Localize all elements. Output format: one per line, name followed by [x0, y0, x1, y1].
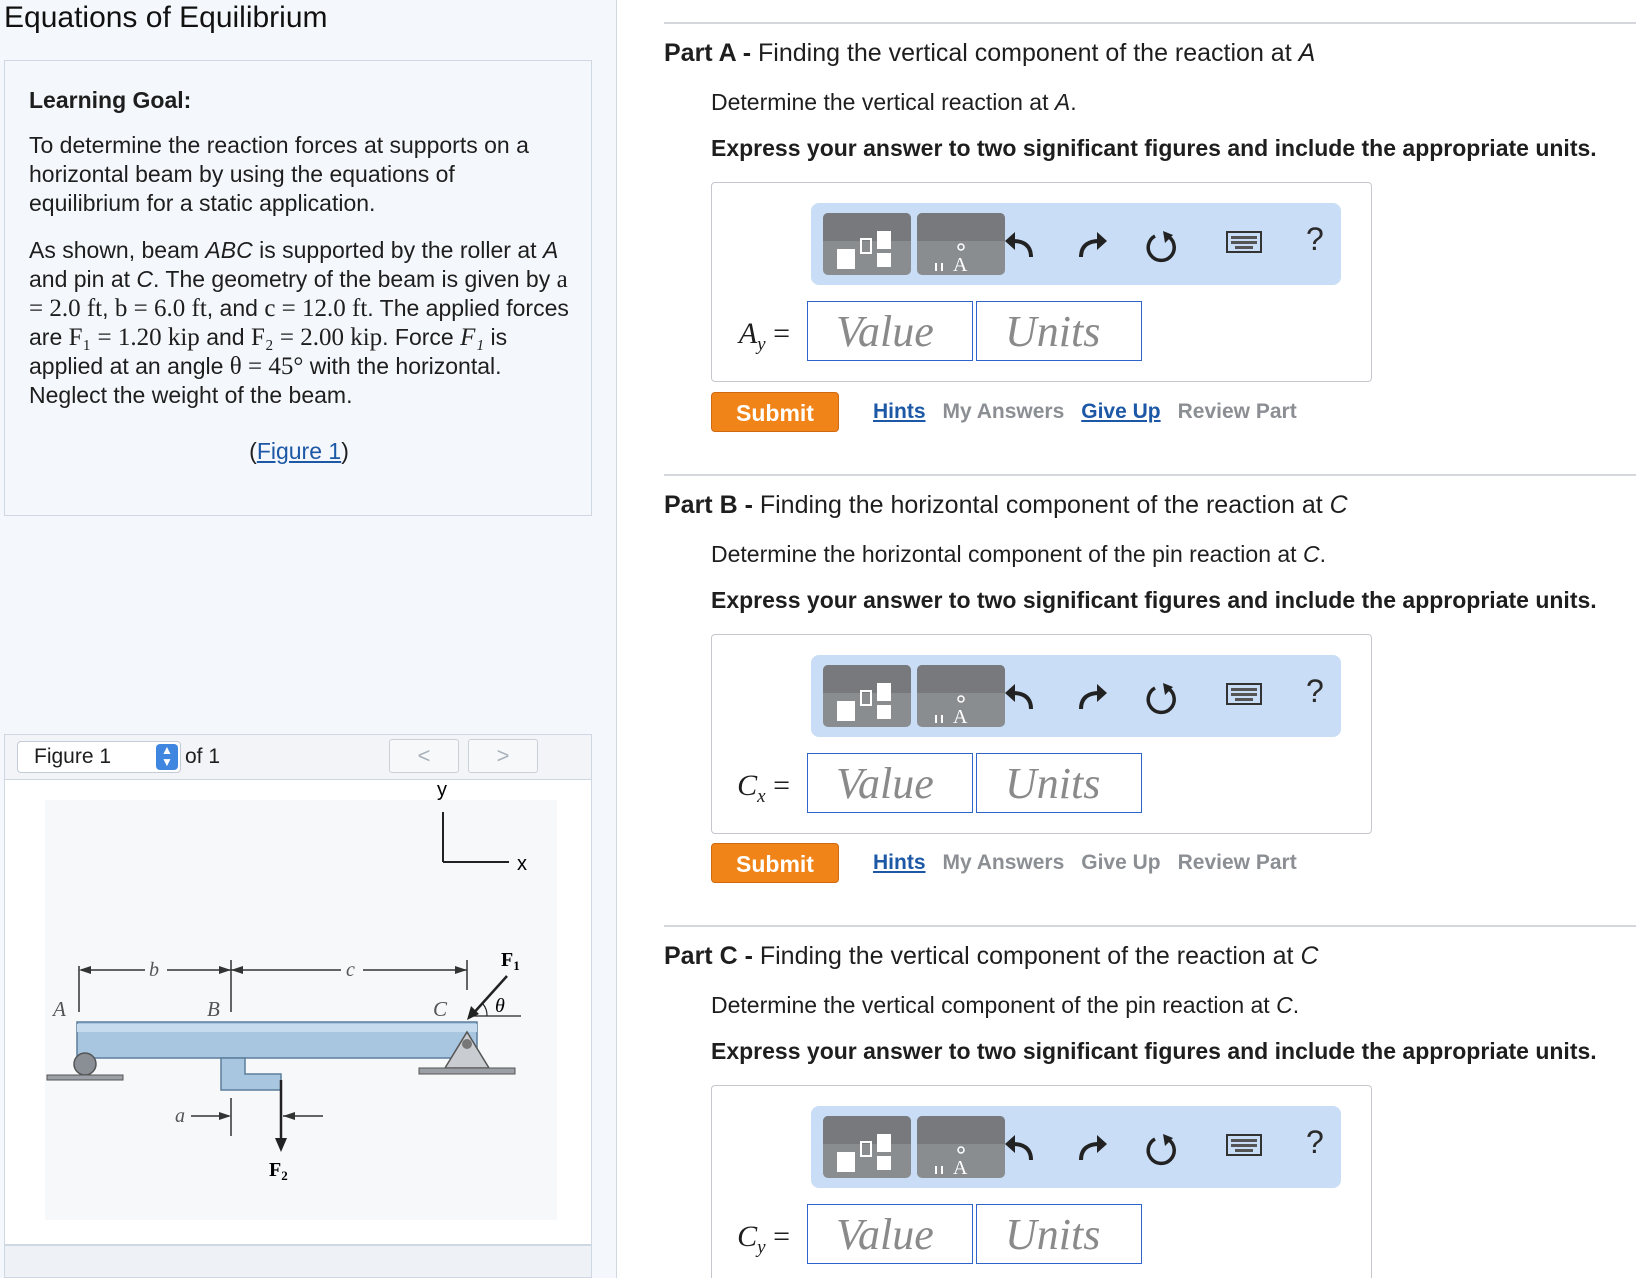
part-c-units-input[interactable]: [976, 1204, 1142, 1264]
part-a-title: [664, 38, 1315, 68]
learning-goal-text: To determine the reaction forces at supports on a horizontal beam by using the equations of equilibrium for a static application.: [29, 132, 529, 216]
part-a-label: Part A -: [664, 39, 752, 67]
part-a-submit-button[interactable]: Submit: [711, 392, 839, 432]
part-a-question-var: A: [1054, 89, 1071, 115]
part-b-question-var: C: [1302, 541, 1320, 567]
part-a-give-up-link[interactable]: Give Up: [1081, 400, 1161, 423]
page-title: Equations of Equilibrium: [4, 1, 328, 34]
part-a-variable: $A_y$ =: [738, 317, 790, 355]
part-a-hints-link[interactable]: Hints: [873, 400, 926, 423]
part-b-links: [873, 843, 1314, 883]
part-b-instruction: Express your answer to two significant figures and include the appropriate units.: [711, 587, 1597, 613]
templates-button[interactable]: [823, 213, 911, 275]
next-figure-button[interactable]: >: [468, 739, 538, 773]
reset-icon[interactable]: [1141, 679, 1181, 719]
f1-label: $F_1$: [501, 949, 520, 973]
period: .: [1319, 541, 1326, 567]
templates-button[interactable]: [823, 665, 911, 727]
learning-goal-heading: Learning Goal:: [29, 87, 192, 113]
math-a: a = 2.0 ft: [29, 266, 568, 322]
point-c: C: [136, 266, 154, 292]
figure-footer: [4, 1245, 592, 1278]
part-b-answer-box: [711, 634, 1372, 834]
prev-figure-button[interactable]: <: [389, 739, 459, 773]
redo-icon[interactable]: [1071, 1130, 1111, 1170]
math-theta: θ = 45°: [229, 353, 304, 380]
period: .: [1292, 992, 1300, 1018]
part-c-variable: $C_y$ =: [737, 1220, 790, 1258]
part-c-instruction: Express your answer to two significant figures and include the appropriate units.: [711, 1038, 1597, 1064]
theta-label: θ: [495, 995, 505, 1017]
angstrom-icon: [917, 213, 1005, 275]
svg-text:A: A: [953, 254, 968, 275]
svg-text:A: A: [953, 706, 968, 727]
part-a-links: [873, 392, 1314, 432]
part-a-units-input[interactable]: [976, 301, 1142, 361]
keyboard-icon[interactable]: [1226, 231, 1262, 253]
part-b-math-toolbar: [811, 655, 1341, 737]
part-a-instruction: Express your answer to two significant figures and include the appropriate units.: [711, 135, 1597, 161]
point-c-label: C: [433, 997, 448, 1021]
problem-text: with the horizontal. Neglect the weight of the beam.: [29, 353, 502, 408]
f2-label: $F_2$: [269, 1159, 288, 1183]
roller-ground: [47, 1075, 123, 1080]
part-b-give-up-link[interactable]: Give Up: [1081, 851, 1161, 874]
part-b-divider: [664, 474, 1636, 476]
point-a: A: [542, 237, 559, 263]
part-c-question-var: C: [1276, 992, 1293, 1018]
dim-b-label: b: [149, 959, 159, 981]
beam-name: ABC: [205, 237, 253, 263]
x-axis-label: x: [517, 853, 527, 875]
figure-1-link[interactable]: Figure 1: [256, 438, 342, 464]
figure-viewer-header: [4, 734, 592, 780]
part-a-title-text: Finding the vertical component of the reaction at: [751, 39, 1299, 67]
part-b-title: [664, 490, 1348, 520]
paren: ): [341, 438, 349, 464]
math-c: c = 12.0 ft: [264, 295, 368, 322]
dim-a-label: a: [175, 1105, 185, 1127]
redo-icon[interactable]: [1071, 679, 1111, 719]
figure-link-line: [29, 438, 569, 465]
point-b-label: B: [207, 997, 220, 1021]
help-button[interactable]: ?: [1306, 221, 1324, 257]
part-c-title: [664, 941, 1319, 971]
problem-text: . Force: [382, 324, 461, 350]
point-a-label: A: [53, 997, 66, 1021]
problem-text: is applied at an angle: [29, 324, 508, 379]
problem-text: and pin at: [29, 266, 137, 292]
math-f2: F₂ = 2.00 kip: [250, 324, 383, 351]
pin: [462, 1039, 472, 1049]
updown-chevron-icon: ▲ ▼: [156, 744, 178, 770]
templates-icon: [823, 665, 911, 727]
figure-select-value: Figure 1: [34, 745, 112, 768]
problem-text: . The applied forces are: [29, 295, 569, 350]
math-f1: F₁ = 1.20 kip: [68, 324, 200, 351]
part-b-title-var: C: [1329, 491, 1348, 519]
part-c-question-text: Determine the vertical component of the pin reaction at: [711, 992, 1277, 1018]
paren: (: [249, 438, 257, 464]
part-a-question-text: Determine the vertical reaction at: [711, 89, 1055, 115]
svg-text:A: A: [953, 1157, 968, 1178]
templates-icon: [823, 1116, 911, 1178]
reset-icon[interactable]: [1141, 227, 1181, 267]
part-b-submit-button[interactable]: Submit: [711, 843, 839, 883]
problem-text: As shown, beam: [29, 237, 206, 263]
figure-count: of 1: [185, 745, 221, 768]
part-b-review-part-link[interactable]: Review Part: [1177, 851, 1297, 874]
part-c-title-var: C: [1300, 942, 1319, 970]
y-axis-label: y: [437, 780, 447, 801]
templates-button[interactable]: [823, 1116, 911, 1178]
symbols-button[interactable]: [917, 665, 1005, 727]
undo-icon[interactable]: [1001, 227, 1041, 267]
learning-goal-box: [4, 60, 592, 516]
part-c-value-input[interactable]: [807, 1204, 973, 1264]
undo-icon[interactable]: [1001, 679, 1041, 719]
part-b-variable: $C_x$ =: [737, 769, 790, 807]
beam-highlight: [77, 1024, 477, 1032]
figure-body: [4, 780, 592, 1245]
left-panel: [0, 0, 617, 1278]
symbols-button[interactable]: [917, 1116, 1005, 1178]
problem-text: is supported by the roller at: [252, 237, 543, 263]
beam-diagram: [5, 780, 591, 1244]
part-b-title-text: Finding the horizontal component of the reaction at: [752, 491, 1330, 519]
part-a-title-var: A: [1298, 39, 1316, 67]
problem-text: . The geometry of the beam is given by: [153, 266, 557, 292]
period: .: [1070, 89, 1077, 115]
symbols-button[interactable]: [917, 213, 1005, 275]
keyboard-icon[interactable]: [1226, 1134, 1262, 1156]
part-c-question: [711, 991, 1299, 1019]
part-a-question: [711, 88, 1077, 116]
reset-icon[interactable]: [1141, 1130, 1181, 1170]
keyboard-icon[interactable]: [1226, 683, 1262, 705]
templates-icon: [823, 213, 911, 275]
part-a-my-answers-link[interactable]: My Answers: [942, 400, 1065, 423]
problem-text: , and: [206, 295, 265, 321]
undo-icon[interactable]: [1001, 1130, 1041, 1170]
part-b-question: [711, 540, 1326, 568]
part-b-my-answers-link[interactable]: My Answers: [942, 851, 1065, 874]
part-c-label: Part C -: [664, 942, 753, 970]
part-c-answer-box: [711, 1085, 1372, 1278]
help-button[interactable]: ?: [1306, 673, 1324, 709]
part-a-review-part-link[interactable]: Review Part: [1177, 400, 1297, 423]
problem-text: and: [199, 324, 251, 350]
part-a-value-input[interactable]: [807, 301, 973, 361]
part-b-hints-link[interactable]: Hints: [873, 851, 926, 874]
redo-icon[interactable]: [1071, 227, 1111, 267]
angstrom-icon: [917, 665, 1005, 727]
angstrom-icon: [917, 1116, 1005, 1178]
part-c-title-text: Finding the vertical component of the reaction at: [752, 942, 1301, 970]
part-b-value-input[interactable]: [807, 753, 973, 813]
roller: [74, 1053, 96, 1075]
part-a-answer-box: [711, 182, 1372, 382]
pin-ground: [419, 1068, 515, 1074]
part-a-divider: [664, 22, 1636, 24]
part-c-divider: [664, 925, 1636, 927]
math-b: b = 6.0 ft: [114, 295, 207, 322]
math-f1-symbol: F₁: [460, 324, 485, 351]
dim-c-label: c: [346, 959, 355, 981]
problem-text: ,: [102, 295, 115, 321]
part-b-label: Part B -: [664, 491, 753, 519]
part-b-question-text: Determine the horizontal component of the pin reaction at: [711, 541, 1303, 567]
figure-select[interactable]: [17, 741, 181, 773]
part-c-math-toolbar: [811, 1106, 1341, 1188]
help-button[interactable]: ?: [1306, 1124, 1324, 1160]
part-b-units-input[interactable]: [976, 753, 1142, 813]
part-a-math-toolbar: [811, 203, 1341, 285]
problem-statement: [29, 236, 569, 410]
